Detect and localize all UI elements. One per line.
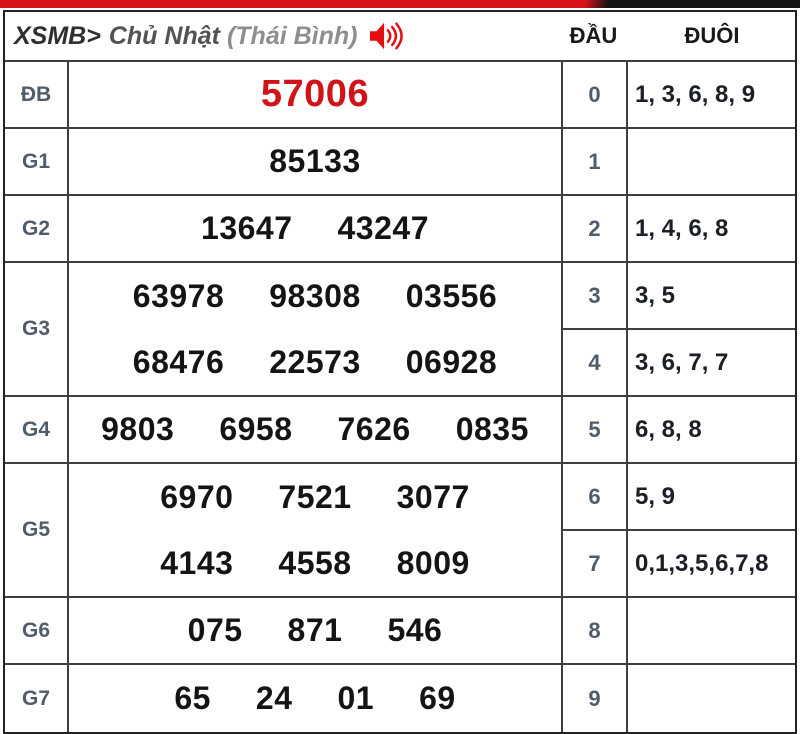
number-line: [69, 62, 561, 127]
prize-number: 7626: [337, 411, 411, 447]
prize-label: G4: [5, 397, 69, 464]
dau-digit: 8: [563, 598, 628, 665]
prize-numbers: [69, 196, 563, 263]
dau-digit: 7: [563, 531, 628, 598]
prize-number: 6958: [219, 411, 293, 447]
number-line: [69, 598, 561, 663]
prize-label: G2: [5, 196, 69, 263]
prize-number: 43247: [337, 210, 429, 246]
prize-numbers: [69, 129, 563, 196]
duoi-values: 6, 8, 8: [628, 397, 795, 464]
breadcrumb: [14, 21, 403, 51]
prize-number: 13647: [201, 210, 293, 246]
prize-label: G7: [5, 665, 69, 732]
duoi-values: 3, 5: [628, 263, 795, 330]
prize-label: G1: [5, 129, 69, 196]
number-line: [69, 263, 561, 329]
prize-number: 06928: [405, 343, 498, 380]
prize-number: 85133: [269, 143, 361, 179]
prize-number: 075: [187, 612, 243, 648]
duoi-column-header: ĐUÔI: [684, 23, 740, 48]
number-line: [69, 196, 561, 261]
prize-number: 0835: [455, 411, 529, 447]
prize-label: G5: [5, 464, 69, 598]
prize-label: G6: [5, 598, 69, 665]
region-link[interactable]: XSMB>: [14, 21, 101, 50]
prize-number: 68476: [132, 343, 225, 380]
prize-number: 3077: [396, 478, 470, 515]
prize-number: 69: [419, 680, 456, 716]
prize-numbers: [69, 397, 563, 464]
duoi-values: 1, 4, 6, 8: [628, 196, 795, 263]
dau-digit: 3: [563, 263, 628, 330]
dau-digit: 2: [563, 196, 628, 263]
prize-number: 01: [337, 680, 375, 716]
prize-number: 57006: [260, 73, 370, 115]
number-line: [69, 129, 561, 194]
speaker-icon[interactable]: [369, 21, 403, 51]
prize-number: 871: [287, 612, 343, 648]
number-line: [69, 397, 561, 462]
prize-number: 22573: [269, 343, 361, 380]
duoi-values: 3, 6, 7, 7: [628, 330, 795, 397]
duoi-values: [628, 598, 795, 665]
prize-number: 7521: [278, 478, 352, 515]
prize-number: 65: [174, 680, 211, 716]
draw-day-label: Chủ Nhật: [108, 21, 220, 50]
prize-numbers: [69, 598, 563, 665]
dau-digit: 5: [563, 397, 628, 464]
prize-number: 4143: [160, 544, 234, 581]
dau-digit: 6: [563, 464, 628, 531]
prize-number: 63978: [132, 277, 225, 314]
dau-digit: 9: [563, 665, 628, 732]
prize-numbers: [69, 62, 563, 129]
number-line: [69, 530, 561, 596]
prize-number: 98308: [269, 277, 361, 314]
dau-digit: 4: [563, 330, 628, 397]
prize-number: 546: [387, 612, 443, 648]
prize-number: 9803: [101, 411, 175, 447]
dau-digit: 1: [563, 129, 628, 196]
number-line: [69, 665, 561, 732]
header-row: [5, 12, 795, 62]
number-line: [69, 464, 561, 530]
duoi-values: [628, 665, 795, 732]
prize-numbers: [69, 464, 563, 598]
prize-number: 03556: [405, 277, 498, 314]
prize-label: ĐB: [5, 62, 69, 129]
prize-numbers: [69, 665, 563, 732]
prize-number: 6970: [160, 478, 234, 515]
top-accent-bar: [0, 0, 800, 8]
prize-number: 4558: [278, 544, 352, 581]
duoi-values: 5, 9: [628, 464, 795, 531]
province-label: (Thái Bình): [226, 21, 358, 50]
prize-numbers: [69, 263, 563, 397]
results-grid: [5, 62, 795, 732]
duoi-values: [628, 129, 795, 196]
prize-number: 24: [255, 680, 293, 716]
prize-label: G3: [5, 263, 69, 397]
prize-number: 8009: [396, 544, 470, 581]
duoi-values: 1, 3, 6, 8, 9: [628, 62, 795, 129]
duoi-values: 0,1,3,5,6,7,8: [628, 531, 795, 598]
results-panel: [3, 10, 797, 734]
dau-digit: 0: [563, 62, 628, 129]
number-line: [69, 329, 561, 395]
dau-column-header: ĐẦU: [569, 23, 618, 48]
